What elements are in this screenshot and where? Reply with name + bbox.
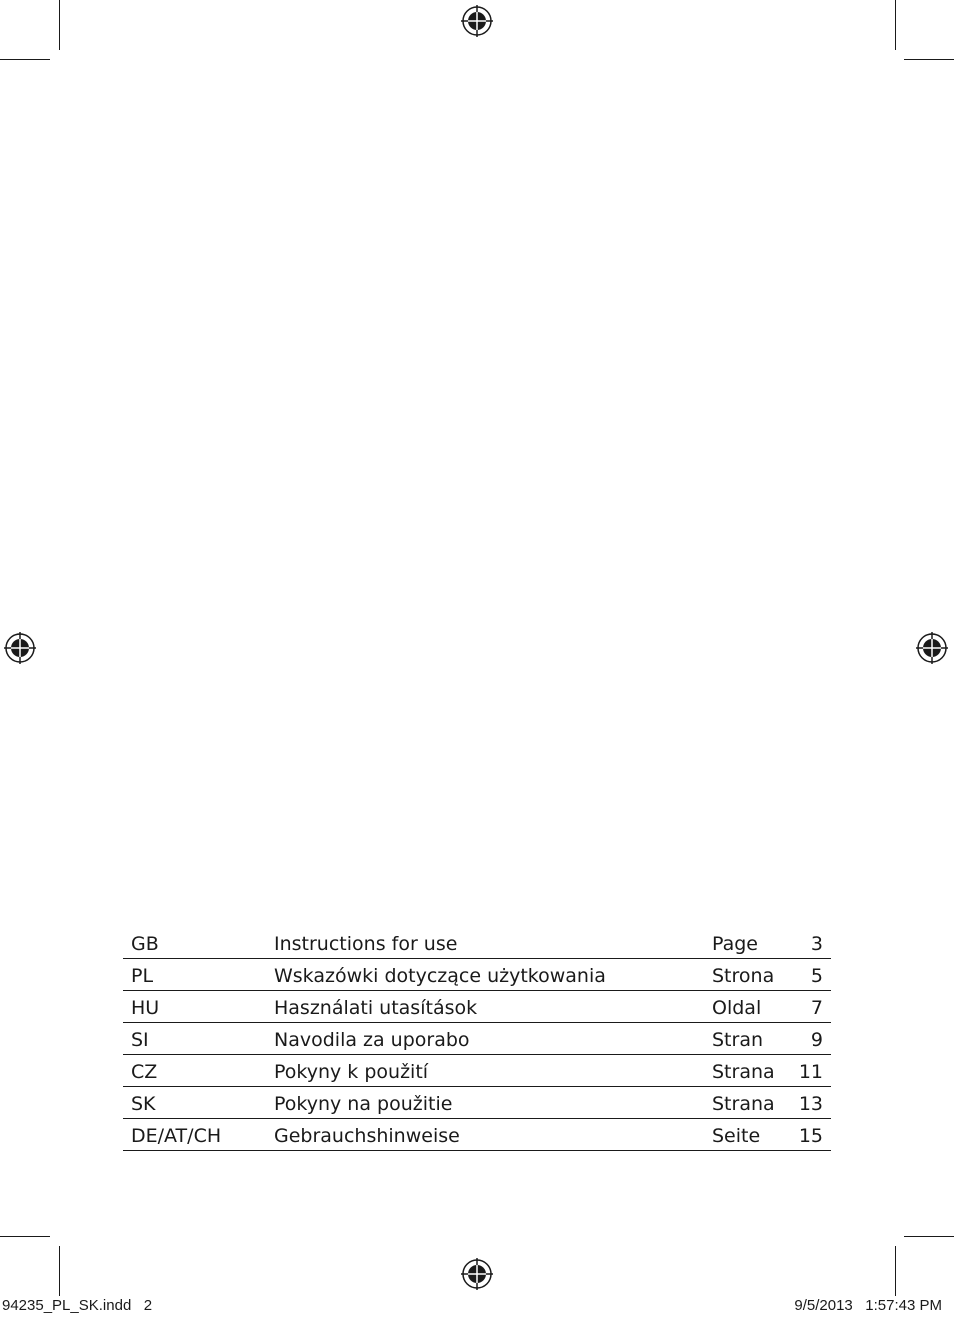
toc-title: Navodila za uporabo	[274, 1029, 470, 1051]
crop-mark-bottom-left	[59, 1246, 60, 1296]
toc-row-si	[123, 1023, 831, 1055]
toc-page-label: Strona	[712, 965, 775, 987]
registration-mark-icon	[460, 1257, 494, 1291]
toc-row-de	[123, 1119, 831, 1151]
toc-page-label: Seite	[712, 1125, 761, 1147]
crop-mark-bottom-right-h	[904, 1236, 954, 1237]
table-of-contents	[123, 927, 831, 1151]
slug-timestamp: 9/5/2013 1:57:43 PM	[794, 1297, 942, 1314]
toc-page-label: Stran	[712, 1029, 764, 1051]
crop-mark-top-left-h	[0, 59, 50, 60]
registration-mark-icon	[3, 631, 37, 665]
registration-mark-icon	[460, 4, 494, 38]
toc-language-code: SI	[131, 1029, 149, 1051]
toc-title: Instructions for use	[274, 933, 458, 955]
toc-language-code: PL	[131, 965, 154, 987]
toc-title: Pokyny k použití	[274, 1061, 429, 1083]
toc-page-number: 11	[798, 1061, 823, 1083]
slug-filename: 94235_PL_SK.indd 2	[2, 1297, 153, 1314]
toc-page-label: Page	[712, 933, 758, 955]
toc-title: Pokyny na použitie	[274, 1093, 453, 1115]
toc-page-number: 7	[810, 997, 823, 1019]
toc-page-label: Strana	[712, 1093, 775, 1115]
toc-language-code: GB	[131, 933, 159, 955]
toc-row-gb	[123, 927, 831, 959]
toc-row-hu	[123, 991, 831, 1023]
toc-page-number: 15	[798, 1125, 823, 1147]
toc-language-code: CZ	[131, 1061, 158, 1083]
toc-language-code: SK	[131, 1093, 156, 1115]
registration-mark-icon	[915, 631, 949, 665]
toc-page-number: 5	[810, 965, 823, 987]
toc-page-number: 13	[798, 1093, 823, 1115]
toc-title: Wskazówki dotyczące użytkowania	[274, 965, 606, 987]
toc-language-code: HU	[131, 997, 160, 1019]
toc-row-cz	[123, 1055, 831, 1087]
toc-row-sk	[123, 1087, 831, 1119]
toc-page-number: 9	[810, 1029, 823, 1051]
toc-page-number: 3	[810, 933, 823, 955]
crop-mark-bottom-left-h	[0, 1236, 50, 1237]
crop-mark-top-left	[59, 0, 60, 50]
toc-title: Használati utasítások	[274, 997, 478, 1019]
crop-mark-bottom-right	[895, 1246, 896, 1296]
crop-mark-top-right-h	[904, 59, 954, 60]
toc-page-label: Strana	[712, 1061, 775, 1083]
toc-language-code: DE/AT/CH	[131, 1125, 222, 1147]
toc-page-label: Oldal	[712, 997, 762, 1019]
toc-row-pl	[123, 959, 831, 991]
toc-title: Gebrauchshinweise	[274, 1125, 460, 1147]
crop-mark-top-right	[895, 0, 896, 50]
